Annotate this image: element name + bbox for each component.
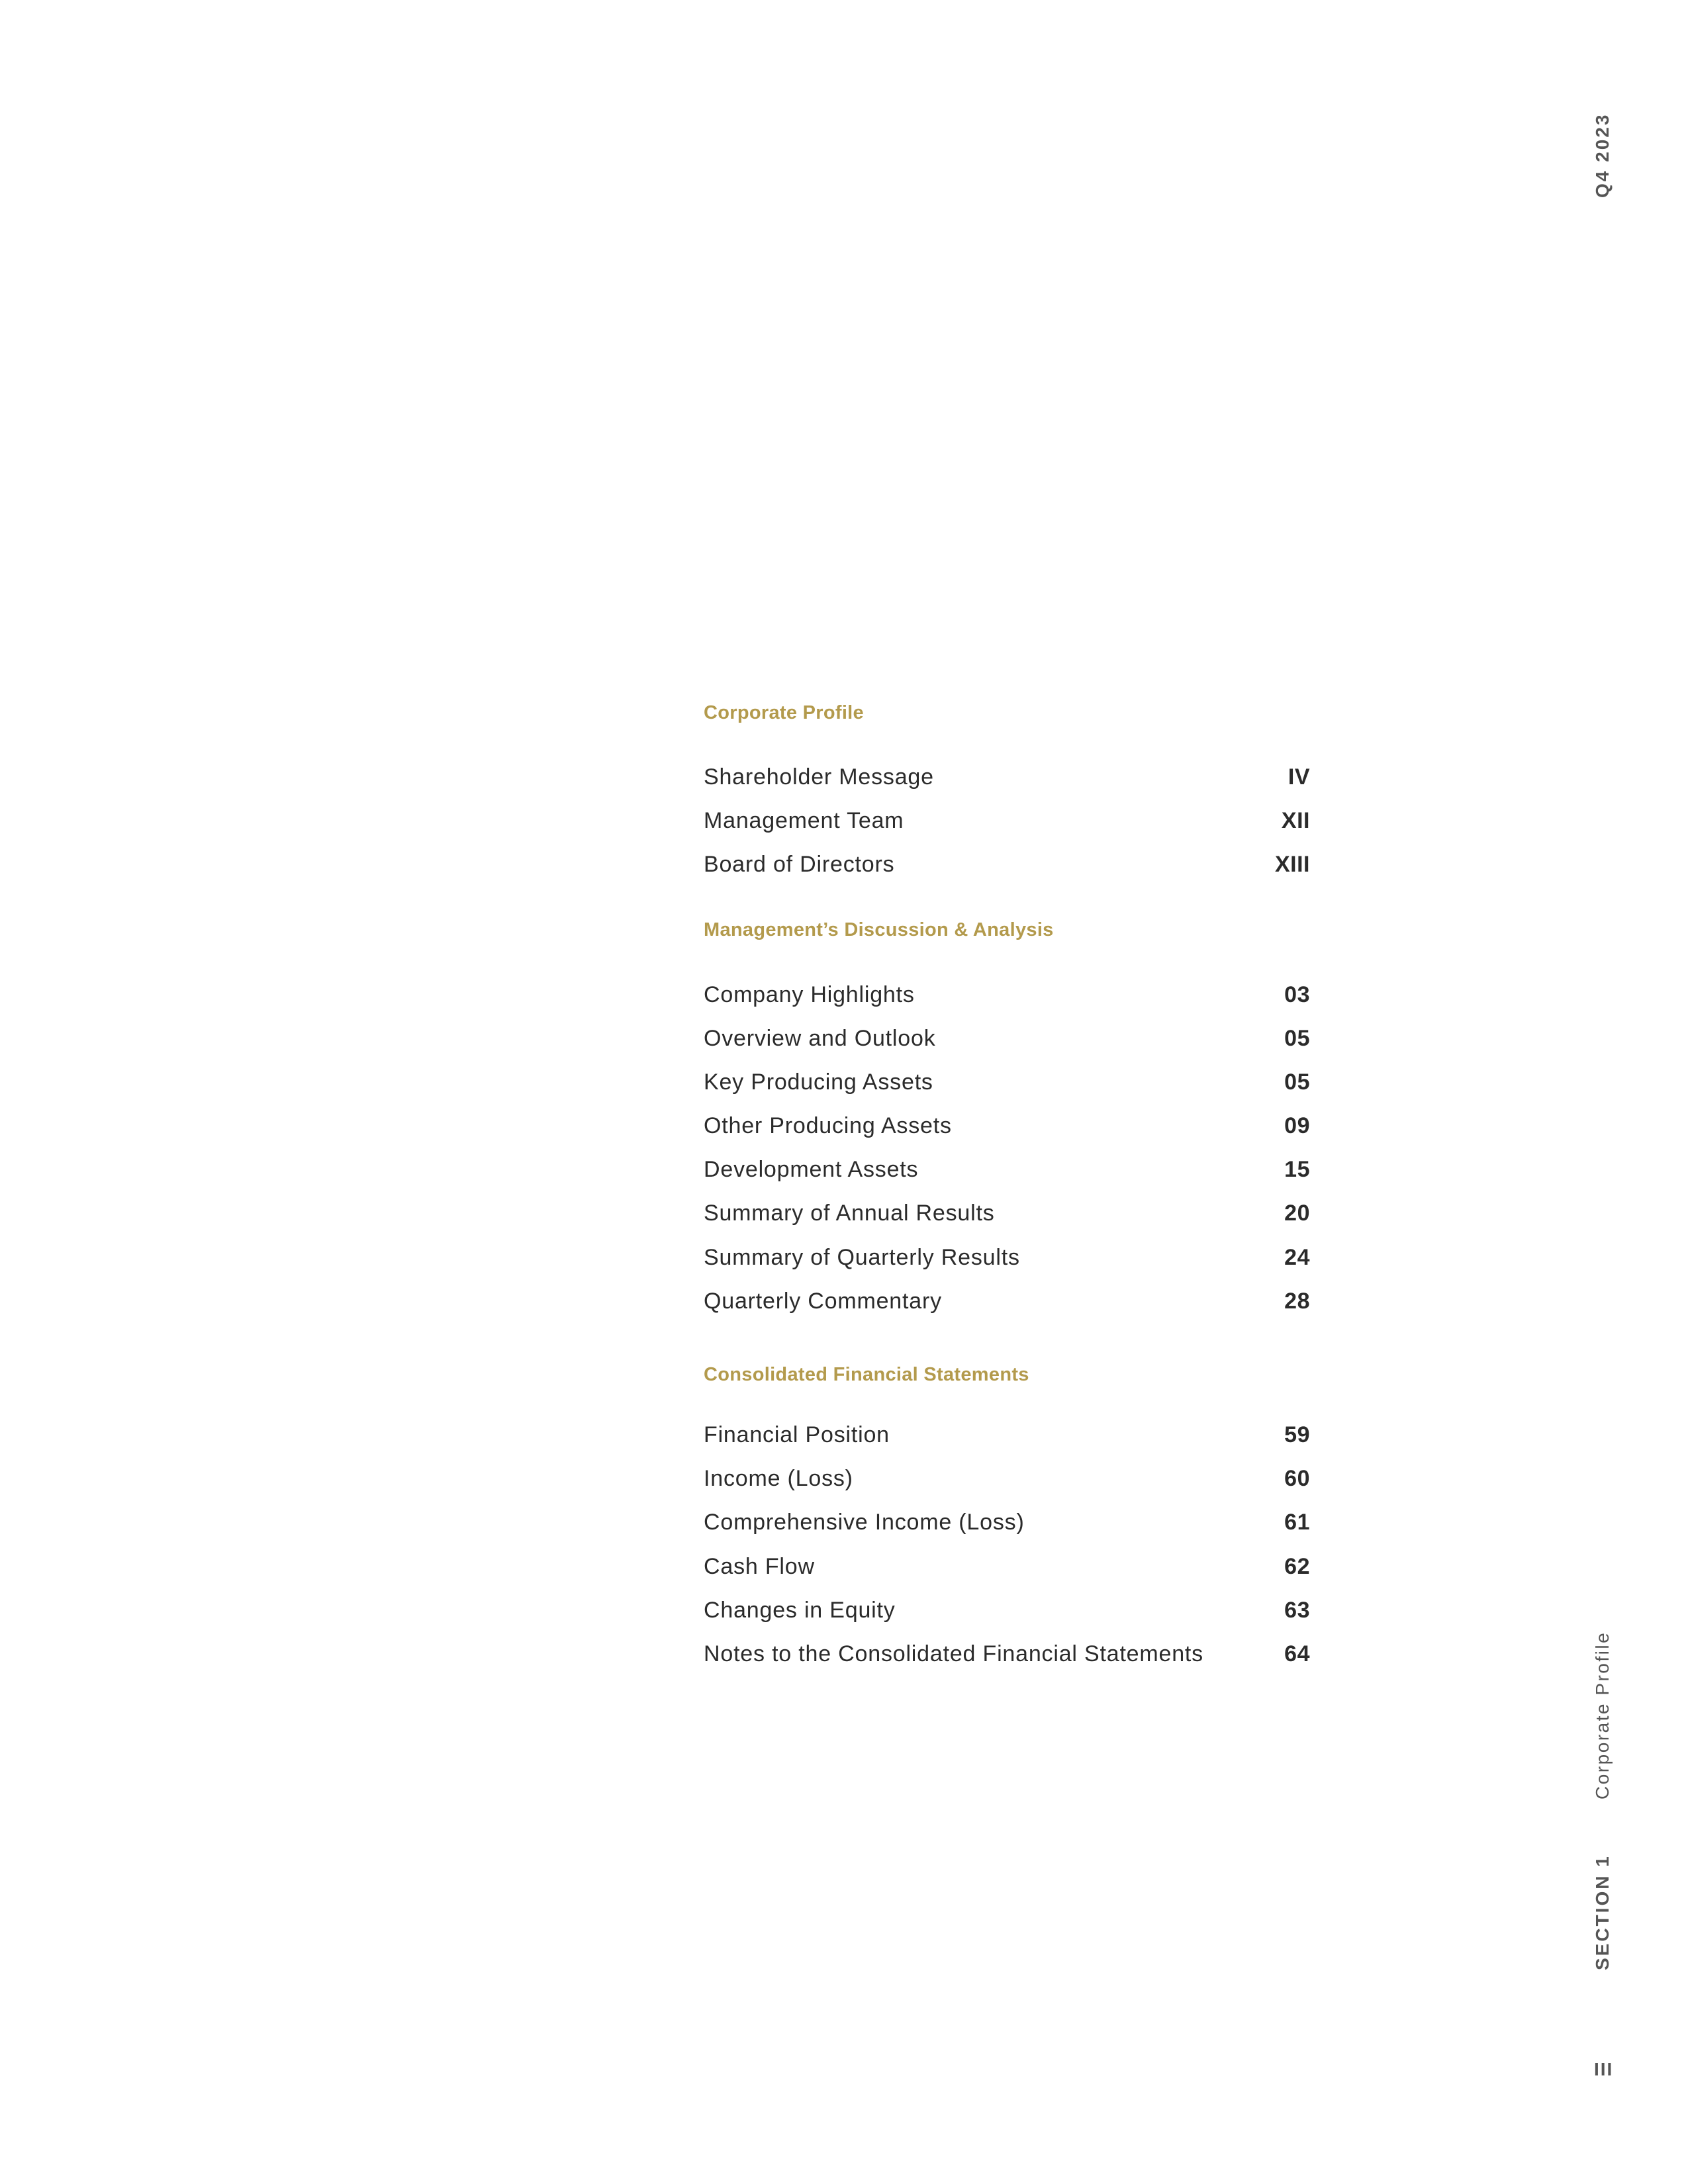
toc-section-heading-corporate-profile: Corporate Profile <box>704 702 864 723</box>
toc-entry-label: Comprehensive Income (Loss) <box>704 1509 1025 1535</box>
toc-entry-page: 61 <box>1284 1509 1310 1535</box>
toc-entry-summary-of-annual-results[interactable] <box>704 1199 1310 1228</box>
toc-entry-other-producing-assets[interactable] <box>704 1111 1310 1140</box>
toc-entry-page: 28 <box>1284 1288 1310 1314</box>
toc-entry-page: 64 <box>1284 1641 1310 1666</box>
toc-entry-development-assets[interactable] <box>704 1155 1310 1184</box>
toc-entry-page: 24 <box>1284 1244 1310 1270</box>
toc-entry-label: Key Producing Assets <box>704 1069 933 1095</box>
toc-entry-overview-and-outlook[interactable] <box>704 1024 1310 1053</box>
toc-entry-management-team[interactable] <box>704 806 1310 835</box>
sidebar-section-label: SECTION 1 <box>1592 1854 1613 1970</box>
toc-entry-quarterly-commentary[interactable] <box>704 1287 1310 1316</box>
toc-entry-page: 20 <box>1284 1200 1310 1226</box>
toc-entry-financial-position[interactable] <box>704 1420 1310 1449</box>
toc-entry-page: IV <box>1288 764 1310 790</box>
toc-entry-page: 59 <box>1284 1422 1310 1447</box>
page-number: III <box>1594 2059 1614 2079</box>
toc-entry-label: Summary of Quarterly Results <box>704 1244 1020 1270</box>
toc-entry-page: XII <box>1281 807 1310 833</box>
toc-entry-cash-flow[interactable] <box>704 1552 1310 1581</box>
toc-entry-page: 09 <box>1284 1113 1310 1138</box>
toc-entry-summary-of-quarterly-results[interactable] <box>704 1243 1310 1272</box>
toc-entry-changes-in-equity[interactable] <box>704 1596 1310 1625</box>
toc-entry-label: Board of Directors <box>704 851 895 877</box>
toc-entry-page: 62 <box>1284 1553 1310 1579</box>
sidebar-chapter-title: Corporate Profile <box>1592 1631 1613 1799</box>
toc-entry-label: Cash Flow <box>704 1553 815 1579</box>
report-period-label: Q4 2023 <box>1592 113 1613 198</box>
toc-entry-shareholder-message[interactable] <box>704 762 1310 792</box>
toc-entry-page: 05 <box>1284 1069 1310 1095</box>
toc-entry-label: Shareholder Message <box>704 764 934 790</box>
toc-entry-label: Development Assets <box>704 1156 919 1182</box>
toc-entry-label: Summary of Annual Results <box>704 1200 995 1226</box>
toc-entry-company-highlights[interactable] <box>704 980 1310 1009</box>
toc-entry-key-producing-assets[interactable] <box>704 1068 1310 1097</box>
toc-entry-income-loss[interactable] <box>704 1464 1310 1493</box>
toc-entry-label: Income (Loss) <box>704 1465 853 1491</box>
toc-entry-label: Quarterly Commentary <box>704 1288 942 1314</box>
toc-entry-label: Changes in Equity <box>704 1597 896 1623</box>
toc-entry-label: Other Producing Assets <box>704 1113 952 1138</box>
toc-entry-label: Company Highlights <box>704 981 915 1007</box>
toc-entry-label: Notes to the Consolidated Financial Statements <box>704 1641 1203 1666</box>
toc-entry-label: Management Team <box>704 807 904 833</box>
toc-section-heading-financial-statements: Consolidated Financial Statements <box>704 1364 1029 1385</box>
toc-entry-board-of-directors[interactable] <box>704 850 1310 879</box>
toc-entry-label: Financial Position <box>704 1422 890 1447</box>
toc-entry-page: 05 <box>1284 1025 1310 1051</box>
toc-section-heading-mdna: Management’s Discussion & Analysis <box>704 919 1054 940</box>
toc-entry-notes-to-financial-statements[interactable] <box>704 1639 1310 1668</box>
toc-entry-page: XIII <box>1274 851 1310 877</box>
toc-entry-comprehensive-income-loss[interactable] <box>704 1508 1310 1537</box>
toc-entry-page: 15 <box>1284 1156 1310 1182</box>
toc-entry-label: Overview and Outlook <box>704 1025 936 1051</box>
toc-entry-page: 63 <box>1284 1597 1310 1623</box>
toc-entry-page: 03 <box>1284 981 1310 1007</box>
toc-entry-page: 60 <box>1284 1465 1310 1491</box>
